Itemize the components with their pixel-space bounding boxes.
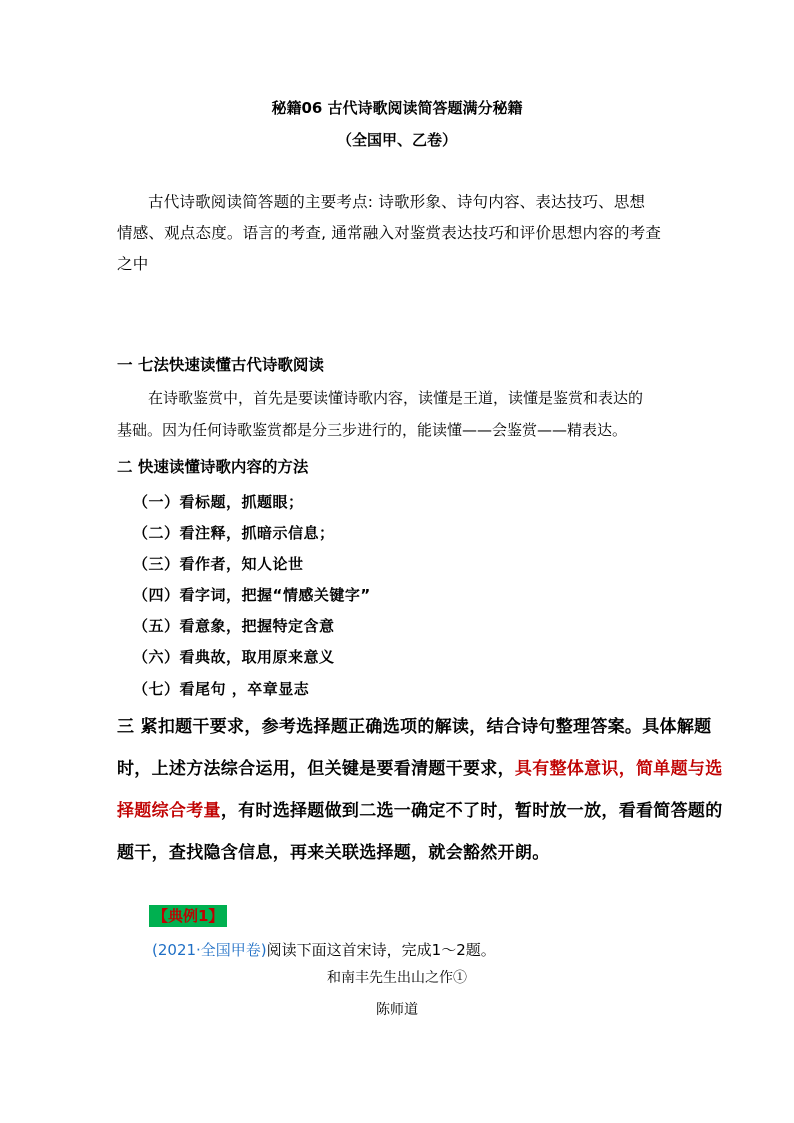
section-1-paragraph-line: 基础。因为任何诗歌鉴赏都是分三步进行的，能读懂——会鉴赏——精表达。 (117, 421, 628, 439)
intro-paragraph-line: 古代诗歌阅读简答题的主要考点: 诗歌形象、诗句内容、表达技巧、思想 (148, 193, 646, 211)
section-2-heading: 二 快速读懂诗歌内容的方法 (117, 458, 309, 476)
intro-paragraph-line: 情感、观点态度。语言的考查, 通常融入对鉴赏表达技巧和评价思想内容的考查 (117, 224, 662, 242)
section-3-emphasis: 具有整体意识，简单题与选 (514, 759, 723, 779)
section-3-line: 题干，查找隐含信息，再来关联选择题，就会豁然开朗。 (117, 843, 550, 863)
intro-paragraph-line: 之中 (117, 255, 149, 273)
method-item: （七）看尾句 ，卒章显志 (133, 680, 310, 698)
poem-author: 陈师道 (376, 1002, 418, 1018)
method-item: （一）看标题，抓题眼； (133, 493, 304, 511)
example-instruction: 阅读下面这首宋诗，完成1～2题。 (266, 941, 496, 959)
section-3-line: 三 紧扣题干要求，参考选择题正确选项的解读，结合诗句整理答案。具体解题 (117, 717, 712, 737)
example-tag: 【典例1】 (149, 905, 227, 927)
poem-title: 和南丰先生出山之作① (327, 970, 467, 986)
section-3-emphasis: 择题综合考量 (117, 801, 221, 821)
method-item: （五）看意象，把握特定含意 (133, 617, 335, 635)
method-item: （二）看注释，抓暗示信息； (133, 524, 335, 542)
section-3-line (117, 796, 723, 821)
section-3-text: 时，上述方法综合运用，但关键是要看清题干要求， (117, 759, 515, 779)
method-item: （六）看典故，取用原来意义 (133, 648, 335, 666)
document-title: 秘籍06 古代诗歌阅读简答题满分秘籍 (271, 99, 523, 117)
section-3-text: ，有时选择题做到二选一确定不了时，暂时放一放，看看简答题的 (220, 801, 723, 821)
method-item: （四）看字词，把握“情感关键字” (133, 586, 371, 604)
example-source: (2021·全国甲卷) (152, 941, 267, 959)
example-source-line (152, 939, 496, 960)
document-subtitle: （全国甲、乙卷） (336, 131, 457, 149)
method-item: （三）看作者，知人论世 (133, 555, 304, 573)
section-1-paragraph-line: 在诗歌鉴赏中，首先是要读懂诗歌内容，读懂是王道，读懂是鉴赏和表达的 (148, 389, 644, 407)
section-3-line (117, 754, 723, 779)
section-1-heading: 一 七法快速读懂古代诗歌阅读 (117, 356, 324, 374)
